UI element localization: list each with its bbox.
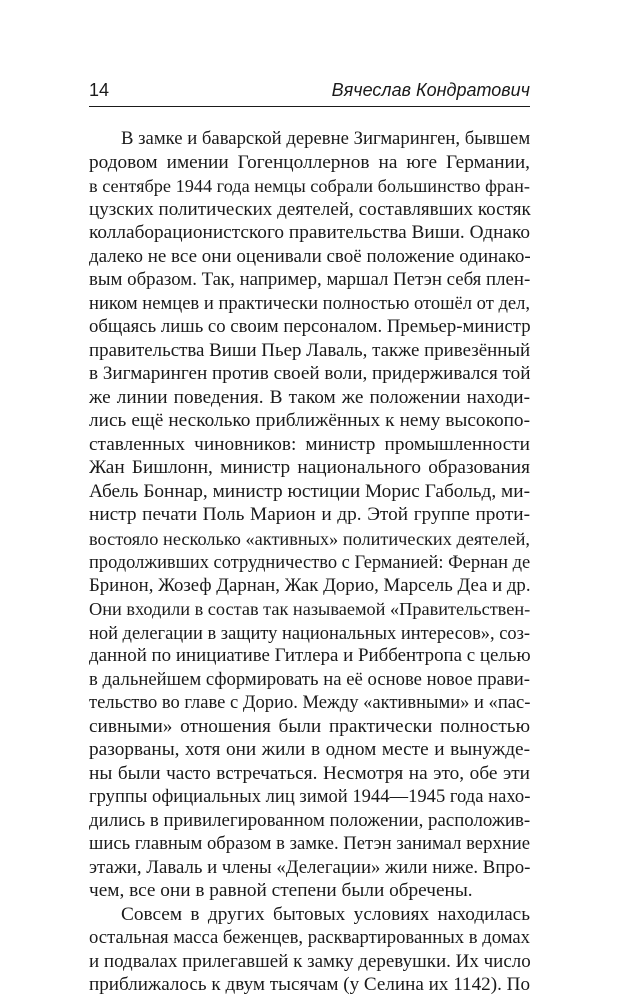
text-line: родовом имении Гогенцоллернов на юге Германии, xyxy=(89,151,530,173)
text-line: вым образом. Так, например, маршал Петэн себя плен- xyxy=(89,269,531,290)
text-line: Абель Боннар, министр юстиции Морис Габольд, ми- xyxy=(89,480,530,502)
running-head xyxy=(89,76,530,106)
text-line: Они входили в состав так называемой «Правительствен- xyxy=(89,599,531,619)
text-line: в Зигмаринген против своей воли, придерживался той xyxy=(89,363,531,384)
page-number: 14 xyxy=(89,80,110,100)
text-line: же линии поведения. В таком же положении находи- xyxy=(89,386,530,408)
header-rule xyxy=(89,106,530,107)
text-line: Жан Бишлонн, министр национального образования xyxy=(89,457,530,478)
text-line: дились в привилегированном положении, расположив- xyxy=(89,809,531,831)
text-line: приближалось к двум тысячам (у Селина их 1142). По xyxy=(89,974,530,995)
text-line: ником немцев и практически полностью отошёл от дел, xyxy=(89,292,531,314)
text-line: общаясь лишь со своим персоналом. Премьер-министр xyxy=(89,316,531,337)
text-line: данной по инициативе Гитлера и Риббентропа с целью xyxy=(89,645,531,666)
text-line: Совсем в других бытовых условиях находилась xyxy=(121,903,530,925)
text-line: продолживших сотрудничество с Германией: Фернан де xyxy=(89,552,531,572)
text-line: востояло несколько «активных» политических деятелей, xyxy=(89,528,530,549)
text-line: ны были часто встречаться. Несмотря на это, обе эти xyxy=(89,762,530,784)
text-line: цузских политических деятелей, составлявших костяк xyxy=(89,198,531,220)
text-line: коллаборационистского правительства Виши. Однако xyxy=(89,222,530,243)
text-line: этажи, Лаваль и члены «Делегации» жили ниже. Впро- xyxy=(89,856,531,878)
text-line: в сентябре 1944 года немцы собрали большинство фран- xyxy=(89,176,530,196)
text-line: Бринон, Жозеф Дарнан, Жак Дорио, Марсель Деа и др. xyxy=(89,574,531,596)
text-line: разорваны, хотя они жили в одном месте и вынужде- xyxy=(89,739,530,760)
text-line: сивными» отношения были практически полностью xyxy=(89,715,530,737)
text-line: правительства Виши Пьер Лаваль, также привезённый xyxy=(89,339,531,361)
text-line: далеко не все они оценивали своё положение одинако- xyxy=(89,245,531,267)
running-head-author: Вячеслав Кондратович xyxy=(331,80,530,100)
text-line: ной делегации в защиту национальных интересов», соз- xyxy=(89,622,531,643)
text-line: тельство во главе с Дорио. Между «активными» и «пас- xyxy=(89,692,531,713)
text-line: группы официальных лиц зимой 1944—1945 года нахо- xyxy=(89,786,531,807)
text-line: чем, все они в равной степени были обречены. xyxy=(89,880,473,901)
text-line: лись ещё несколько приближённых к нему высокопо- xyxy=(89,410,530,431)
text-line: в дальнейшем сформировать на её основе новое прави- xyxy=(89,668,530,690)
text-line: В замке и баварской деревне Зигмаринген, бывшем xyxy=(121,128,531,149)
text-line: ставленных чиновников: министр промышленности xyxy=(89,433,530,455)
text-line: остальная масса беженцев, расквартированных в домах xyxy=(89,927,530,948)
text-line: и подвалах прилегавшей к замку деревушки. Их число xyxy=(89,950,531,972)
text-line: шись главным образом в замке. Петэн занимал верхние xyxy=(89,833,530,854)
text-line: нистр печати Поль Марион и др. Этой группе проти- xyxy=(89,504,530,525)
